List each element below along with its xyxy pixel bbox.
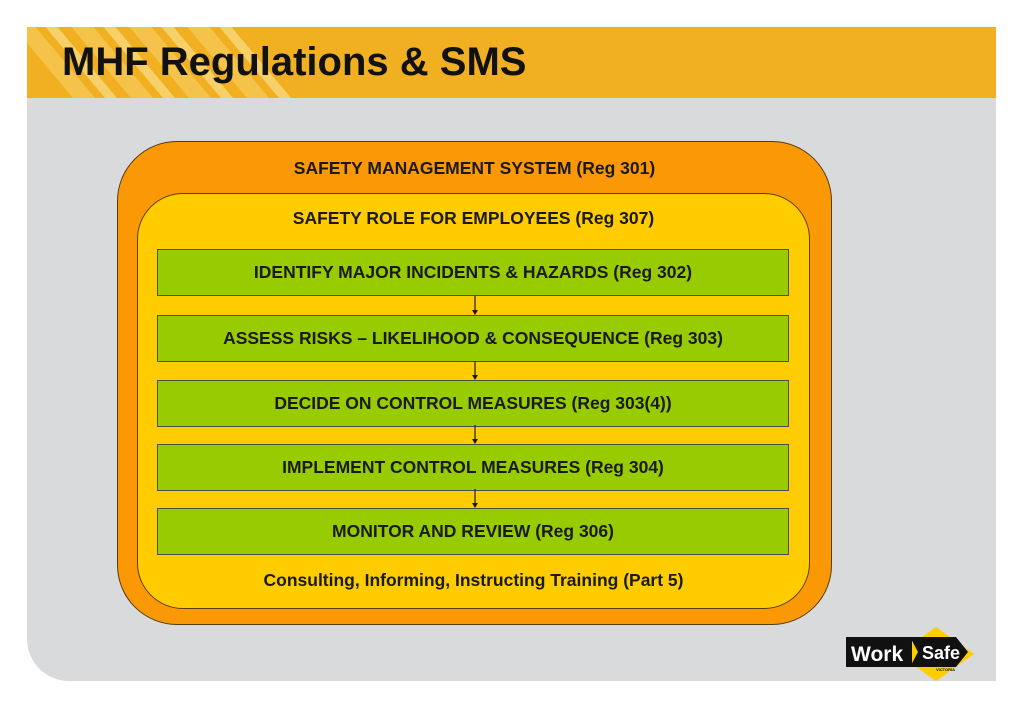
step-implement-label: IMPLEMENT CONTROL MEASURES (Reg 304) <box>282 457 664 477</box>
step-implement-box <box>157 444 789 491</box>
step-identify-box <box>157 249 789 296</box>
step-assess-box <box>157 315 789 362</box>
safety-role-label: SAFETY ROLE FOR EMPLOYEES (Reg 307) <box>292 208 655 228</box>
slide-title: MHF Regulations & SMS <box>62 40 527 84</box>
logo-sub: VICTORIA <box>936 667 956 672</box>
safety-management-system-label: SAFETY MANAGEMENT SYSTEM (Reg 301) <box>293 158 656 178</box>
step-identify-label: IDENTIFY MAJOR INCIDENTS & HAZARDS (Reg 302) <box>253 262 693 282</box>
step-decide-label: DECIDE ON CONTROL MEASURES (Reg 303(4)) <box>274 393 672 413</box>
step-decide-box <box>157 380 789 427</box>
consulting-label: Consulting, Informing, Instructing Training (Part 5) <box>263 570 684 590</box>
logo-word-work: Work <box>851 643 904 666</box>
worksafe-logo <box>846 625 974 683</box>
arrow-connector <box>472 296 478 316</box>
step-assess-label: ASSESS RISKS – LIKELIHOOD & CONSEQUENCE (Reg 303) <box>223 328 723 348</box>
arrow-connector <box>472 425 478 445</box>
logo-word-safe: Safe <box>922 643 961 663</box>
arrow-connector <box>472 361 478 381</box>
arrow-connector <box>472 489 478 509</box>
step-monitor-label: MONITOR AND REVIEW (Reg 306) <box>332 521 614 541</box>
step-monitor-box <box>157 508 789 555</box>
